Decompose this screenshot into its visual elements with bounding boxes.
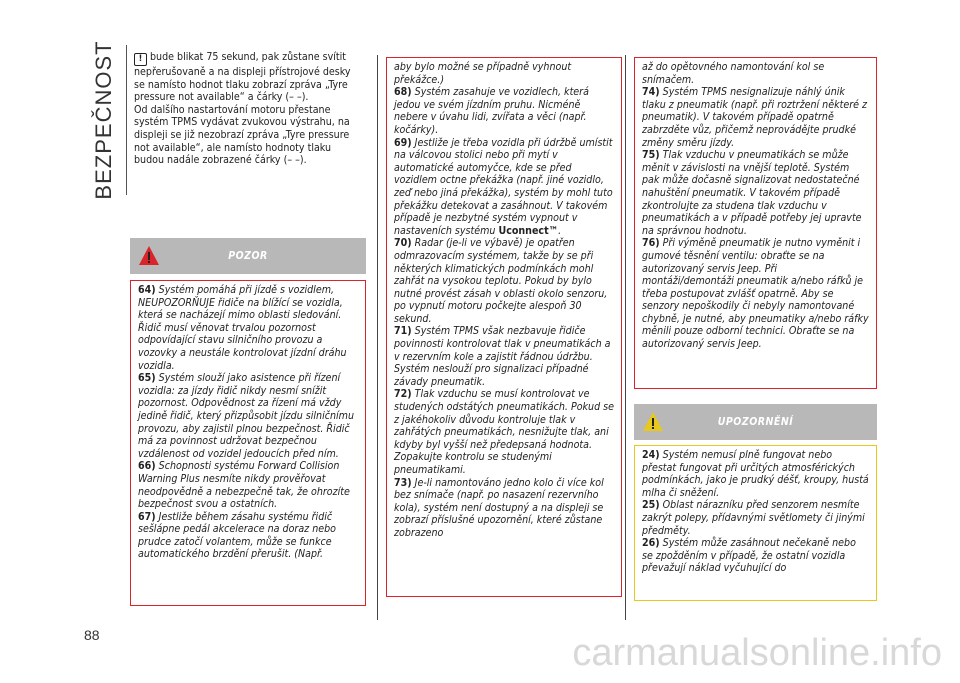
page-number: 88 (84, 627, 100, 643)
lead-text: aby bylo možné se případně vyhnout překážce.) (394, 61, 572, 86)
pozor-box (130, 280, 366, 606)
list-item: 24) Systém nemusí plně fungovat nebo přestat fungovat při určitých atmosférických podmínkách, jako je prudký déšť, kroupy, hustá mlha či sněžení. (642, 449, 869, 499)
list-item: 66) Schopnosti systému Forward Collision Warning Plus nesmíte nikdy prověřovat neodpovědně a nebezpečně tak, že ohrozíte bezpečnost svou a ostatních. (138, 460, 350, 511)
list-item: 64) Systém pomáhá při jízdě s vozidlem, NEUPOZORŇUJE řidiče na blížící se vozidla, která se nacházejí mimo oblasti sledování. Řidič musí věnovat trvalou pozornost odpovídající stavu silničního provozu a vozovky a neustále kontrolovat jízdní dráhu vozidla. (138, 284, 347, 372)
pozor-continued-box-2 (634, 57, 877, 389)
title-divider (126, 45, 127, 195)
lead-text: až do opětovného namontování kol se snímačem. (642, 61, 825, 86)
list-item: 75) Tlak vzduchu v pneumatikách se může měnit v závislosti na vnější teplotě. Systém pak může dočasně signalizovat nedostatečné nahuštění pneumatik. V takovém případě zkontrolujte za studena tlak vzduchu v pneumatikách a v případě potřeby jej upravte na správnou hodnotu. (642, 149, 862, 237)
list-item: 70) Radar (je-li ve výbavě) je opatřen odmrazovacím systémem, takže by se při některých klimatických podmínkách mohl zahřát na vysokou teplotu. Pokud by bylo nutné provést zásah v oblasti okolo senzoru, po vypnutí motoru počkejte alespoň 30 sekund. (394, 237, 608, 325)
intro-paragraph-1: ! bude blikat 75 sekund, pak zůstane svítit nepřerušovaně a na displeji přístrojové desky se namísto hodnot tlaku zobrazí zpráva „Tyre pressure not available“ a čárky (– –). (134, 51, 351, 104)
list-item: 73) Je-li namontováno jedno kolo či více kol bez snímače (např. po nasazení rezervního kola), systém není dostupný a na displeji se zobrazí příslušné upozornění, které zůstane zobrazeno (394, 476, 604, 539)
list-item: 25) Oblast nárazníku před senzorem nesmíte zakrýt polepy, přídavnými světlomety či jinými předměty. (642, 499, 865, 537)
pozor-banner (130, 238, 366, 274)
list-item: 71) Systém TPMS však nezbavuje řidiče povinnosti kontrolovat tlak v pneumatikách a v rezervním kole a zajistit řádnou údržbu. Systém neslouží pro signalizaci případné závady pneumatik. (394, 325, 611, 388)
list-item: 74) Systém TPMS nesignalizuje náhlý únik tlaku z pneumatik (např. při roztržení některé z pneumatik). V takovém případě opatrně zabrzděte vůz, přičemž neprovádějte prudké změny směru jízdy. (642, 86, 868, 149)
list-item: 67) Jestliže během zásahu systému řidič sešlápne pedál akcelerace na doraz nebo prudce zatočí volantem, může se funkce automatického brzdění přerušit. (Např. (138, 510, 336, 561)
upozorneni-box (634, 445, 877, 601)
intro-paragraph-2: Od dalšího nastartování motoru přestane systém TPMS vydávat zvukovou výstrahu, na displeji se již nezobrazí zpráva „Tyre pressure not available“, ale namísto hodnoty tlaku budou nadále zobrazené čárky (– –). (134, 103, 350, 167)
list-item: 72) Tlak vzduchu se musí kontrolovat ve studených odstátých pneumatikách. Pokud se z jakéhokoliv důvodu kontroluje tlak v zahřátých pneumatikách, nesnižujte tlak, ani kdyby byl vyšší než předepsaná hodnota. Zopakujte kontrolu se studenými pneumatikami. (394, 388, 615, 476)
intro-text (134, 51, 364, 167)
column-divider-1 (377, 55, 378, 620)
warning-light-icon: ! (134, 53, 147, 66)
list-item: 26) Systém může zasáhnout nečekaně nebo se zpožděním v případě, že ostatní vozidla převažují náklad vyčuhující do (642, 537, 856, 575)
list-item: 76) Při výměně pneumatik je nutno vyměnit i gumové těsnění ventilu: obraťte se na autorizovaný servis Jeep. Při montáži/demontáži pneumatik a/nebo ráfků je třeba postupovat zvlášť opatrně. Aby se senzory nepoškodily či nebyly namontované chybně, je nutné, aby pneumatiky a/nebo ráfky měnili pouze odborní technici. Obraťte se na autorizovaný servis Jeep. (642, 237, 869, 351)
upozorneni-banner (634, 404, 877, 440)
section-title: BEZPEČNOST (91, 40, 116, 200)
column-divider-2 (625, 55, 626, 620)
list-item: 69) Jestliže je třeba vozidla při údržbě umístit na válcovou stolici nebo při mytí v automatické automyčce, kde se před vozidlem octne překážka (např. jiné vozidlo, zeď nebo jiná překážka), systém by mohl tuto překážku detekovat a zasáhnout. V takovém případě je nezbytné systém vypnout v nastaveních systému Uconnect™. (394, 136, 613, 237)
upozorneni-title: UPOZORNĚNÍ (717, 416, 794, 428)
list-item: 68) Systém zasahuje ve vozidlech, která jedou ve svém jízdním pruhu. Nicméně nebere v úvahu lidi, zvířata a věci (např. kočárky). (394, 86, 589, 136)
pozor-title: POZOR (228, 250, 268, 262)
list-item: 65) Systém slouží jako asistence při řízení vozidla: za jízdy řidič nikdy nesmí snížit pozornost. Odpovědnost za řízení má vždy jedině řidič, který přizpůsobit jízdu silničnímu provozu, aby zajistil plnou bezpečnost. Řidič má za povinnost udržovat bezpečnou vzdálenost od vozidel jedoucích před ním. (138, 372, 355, 460)
pozor-continued-box (386, 57, 622, 597)
watermark: carmanualsonline.info (572, 632, 942, 674)
